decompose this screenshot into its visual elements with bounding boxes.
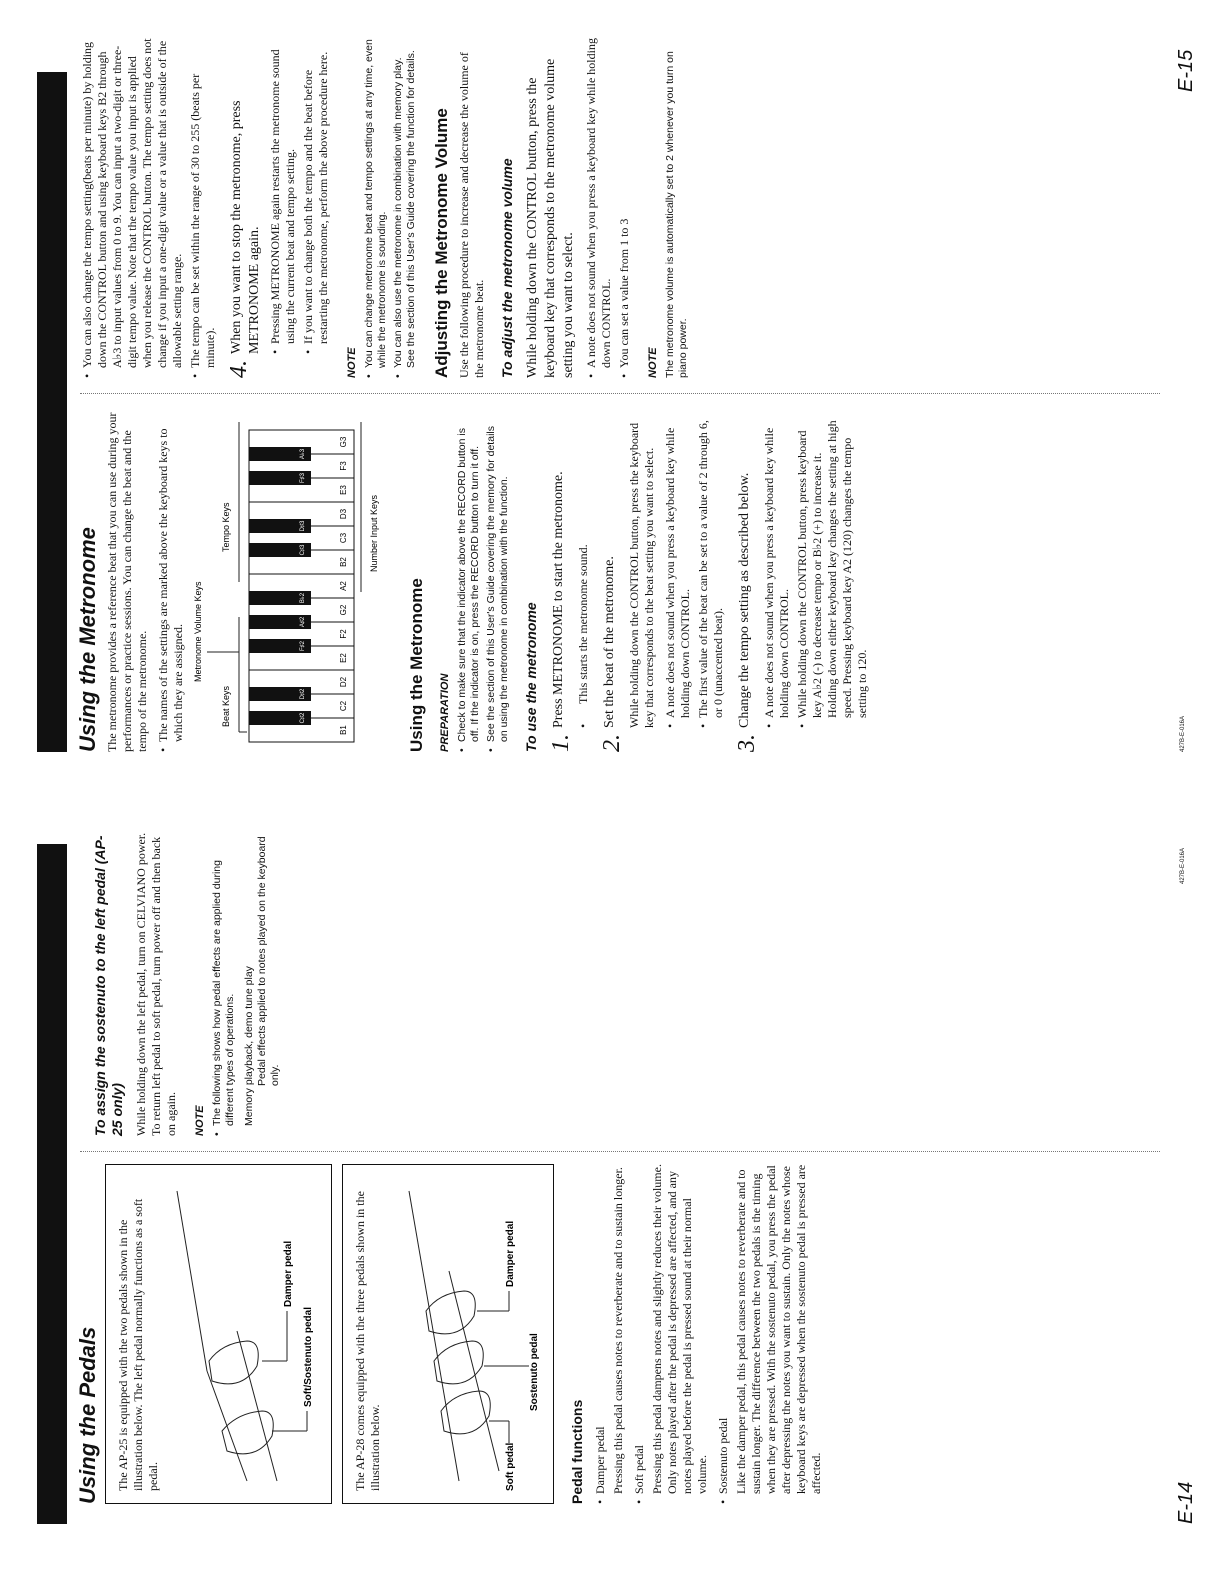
soft-sostenuto-label: Soft/Sostenuto pedal bbox=[303, 1307, 314, 1407]
beat-keys-label: Beat Keys bbox=[221, 685, 231, 727]
assign-text: While holding down the left pedal, turn on CELVIANO power. To return left pedal to soft pedal, turn power off and then back on again. bbox=[134, 832, 178, 1136]
step-3-bullet-1: • A note does not sound when you press a keyboard key while holding down CONTROL. bbox=[762, 412, 792, 728]
step-2-bullet-2: • The first value of the beat can be set to a value of 2 through 6, or 0 (unaccented beat). bbox=[696, 412, 726, 728]
black-key-label: F♯3 bbox=[300, 472, 306, 484]
damper-pedal-label-2: Damper pedal bbox=[505, 1220, 516, 1287]
step-4 bbox=[228, 38, 264, 378]
black-key-label: A♯2 bbox=[300, 616, 306, 628]
step-1-text: Press METRONOME to start the metronome. bbox=[551, 471, 566, 728]
step-2-number: 2. bbox=[599, 734, 625, 752]
soft-title: • Soft pedal bbox=[632, 1164, 647, 1504]
section-title: Using the Pedals bbox=[75, 1326, 100, 1504]
intro-text: The metronome provides a reference beat that you can use during your performances or practice sessions. You can change the beat and the tempo of the metronome. bbox=[105, 412, 149, 752]
note1-heading: NOTE bbox=[346, 347, 358, 378]
black-key-label: A♭3 bbox=[300, 448, 306, 460]
keyboard-keys bbox=[249, 430, 354, 742]
prep-heading: PREPARATION bbox=[439, 673, 451, 752]
prep-bullet-1: • Check to make sure that the indicator above the RECORD button is off. If the indicator is on, press the RECORD button to turn it off. bbox=[456, 412, 482, 752]
note2-text: The metronome volume is automatically set to 2 whenever you turn on piano power. bbox=[664, 51, 689, 378]
black-key-label: B♭2 bbox=[300, 592, 306, 604]
volume-keys-label: Metronome Volume Keys bbox=[193, 581, 203, 682]
step-3-number: 3. bbox=[734, 734, 760, 752]
number-keys-label: Number Input Keys bbox=[369, 494, 379, 572]
page-number: E-15 bbox=[1175, 49, 1197, 92]
black-key-label: F♯2 bbox=[300, 640, 306, 652]
step-2 bbox=[601, 412, 623, 752]
sostenuto-pedal-label: Sostenuto pedal bbox=[529, 1333, 539, 1411]
damper-title: • Damper pedal bbox=[593, 1164, 608, 1504]
adjust-subheading: To adjust the metronome volume bbox=[499, 158, 515, 378]
section-title: Using the Metronome bbox=[75, 527, 100, 752]
white-key-label: E2 bbox=[339, 653, 348, 663]
column-divider bbox=[80, 393, 1160, 394]
metronome-column-1 bbox=[75, 412, 873, 752]
black-key-label: C♯2 bbox=[300, 712, 306, 724]
ap25-text: The AP-25 is equipped with the two pedals shown in the illustration below. The left pedal normally functions as a soft pedal. bbox=[116, 1198, 160, 1491]
white-key-label: D2 bbox=[339, 676, 348, 688]
pedal-functions-heading: Pedal functions bbox=[569, 1399, 585, 1504]
page-number: E-14 bbox=[1175, 1481, 1197, 1524]
step-1 bbox=[550, 412, 572, 752]
step-1-number: 1. bbox=[548, 734, 574, 752]
page-e14 bbox=[0, 792, 1224, 1584]
doc-code: 427B-E-016A bbox=[1180, 847, 1186, 884]
step-2-text: Set the beat of the metronome. bbox=[602, 556, 617, 728]
black-key-label: C♯3 bbox=[300, 544, 306, 556]
damper-text: Pressing this pedal causes notes to reverberate and to sustain longer. bbox=[611, 1167, 625, 1494]
step-2-para: While holding down the CONTROL button, press the keyboard key that corresponds to the beat setting you want to select. bbox=[627, 422, 656, 728]
step-3-bullet-2: • While holding down the CONTROL button, press keyboard key A♭2 (-) to decrease tempo or B♭2 (+) to increase it. Holding down either keyboard key changes the setting at high speed. Pressing keyboard key A2 (120) changes the tempo setting to 120. bbox=[795, 412, 870, 728]
white-key-label: F2 bbox=[339, 629, 348, 639]
ap28-text: The AP-28 comes equipped with the three pedals shown in the illustration below. bbox=[353, 1191, 382, 1491]
step-2-bullet-1: • A note does not sound when you press a keyboard key while holding down CONTROL. bbox=[663, 412, 693, 728]
step-4-bullet-1: • Pressing METRONOME again restarts the metronome sound using the current beat and tempo setting. bbox=[268, 38, 298, 354]
adjust-bullet-2: • You can set a value from 1 to 3 bbox=[617, 38, 632, 378]
step-3-bullet-3: • You can also change the tempo setting(beats per minute) by holding down the CONTROL button and using keyboard keys B2 through A♭3 to input values from 0 to 9. You can input a two-digit or three-digit tempo value. Note that the tempo value you input is applied when you release the CONTROL button. The tempo setting does not change if you input a one-digit value or a value that is outside of the allowable setting range. bbox=[80, 38, 185, 378]
step-4-number: 4. bbox=[226, 360, 252, 378]
step-4-text: When you want to stop the metronome, press METRONOME again. bbox=[229, 100, 262, 354]
note-line2: Pedal effects applied to notes played on the keyboard only. bbox=[256, 836, 281, 1086]
doc-code: 427B-E-016A bbox=[1180, 715, 1186, 752]
white-key-label: B1 bbox=[339, 725, 348, 735]
note-heading: NOTE bbox=[194, 1105, 206, 1136]
left-page-right-column bbox=[80, 826, 282, 1136]
note-bullet: • The following shows how pedal effects are applied during different types of operations. bbox=[211, 826, 237, 1136]
white-key-label: C2 bbox=[339, 700, 348, 712]
header-bar bbox=[37, 72, 67, 752]
step-4-bullet-2: • If you want to change both the tempo and the beat before restarting the metronome, perform the above procedure here. bbox=[301, 38, 331, 354]
white-key-label: F3 bbox=[339, 461, 348, 471]
note-line1: Memory playback, demo tune play bbox=[243, 966, 255, 1126]
adjust-bullet-1: • A note does not sound when you press a keyboard key while holding down CONTROL. bbox=[584, 38, 614, 378]
metronome-column-2 bbox=[80, 38, 690, 378]
soft-text: Pressing this pedal dampens notes and slightly reduces their volume. Only notes played after the pedal is depressed are affected, and any notes played before the pedal is pressed sound at their normal volume. bbox=[650, 1164, 709, 1494]
using-heading: Using the Metronome bbox=[407, 578, 426, 752]
black-key-label: D♯2 bbox=[300, 688, 306, 700]
ap25-box bbox=[105, 1164, 332, 1504]
ap25-pedal-illustration bbox=[167, 1181, 317, 1491]
ap28-pedal-illustration bbox=[389, 1181, 539, 1491]
adjust-intro: Use the following procedure to increase and decrease the volume of the metronome beat. bbox=[457, 52, 486, 378]
black-key-label: D♯3 bbox=[300, 520, 306, 532]
step-3-text: Change the tempo setting as described below. bbox=[737, 472, 752, 728]
names-bullet: • The names of the settings are marked above the keyboard keys to which they are assigned. bbox=[156, 412, 186, 752]
use-heading: To use the metronome bbox=[523, 602, 539, 752]
assign-heading: To assign the sostenuto to the left pedal (AP-25 only) bbox=[92, 835, 125, 1136]
step-1-bullet: • This starts the metronome sound. bbox=[576, 412, 591, 728]
white-key-label: E3 bbox=[339, 485, 348, 495]
ap28-box bbox=[342, 1164, 554, 1504]
soft-pedal-label: Soft pedal bbox=[505, 1442, 516, 1491]
white-key-label: D3 bbox=[339, 508, 348, 520]
step-3-bullet-4: • The tempo can be set within the range of 30 to 255 (beats per minute). bbox=[188, 38, 218, 378]
prep-bullet-2: • See the section of this User's Guide covering the memory for details on using the metronome in combination with the function. bbox=[485, 412, 511, 752]
white-key-label: C3 bbox=[339, 532, 348, 544]
note1-bullet-1: • You can change metronome beat and tempo settings at any time, even while the metronome is sounding. bbox=[363, 38, 389, 378]
column-divider bbox=[80, 1151, 1160, 1152]
keyboard-diagram bbox=[189, 412, 389, 752]
adjust-heading: Adjusting the Metronome Volume bbox=[432, 108, 451, 378]
note2-heading: NOTE bbox=[647, 347, 659, 378]
header-bar bbox=[37, 844, 67, 1524]
damper-pedal-label: Damper pedal bbox=[283, 1240, 294, 1307]
note1-bullet-2: • You can also use the metronome in combination with memory play. See the section of this User's Guide covering the function for details. bbox=[392, 38, 418, 378]
step-3 bbox=[736, 412, 758, 752]
left-column bbox=[75, 1164, 830, 1504]
sost-title: • Sostenuto pedal bbox=[716, 1164, 731, 1504]
tempo-keys-label: Tempo Keys bbox=[221, 502, 231, 552]
sost-text: Like the damper pedal, this pedal causes notes to reverberate and to sustain longer. The difference between the two pedals is the timing when they are pressed. With the sostenuto pedal, you press the pedal after depressing the notes you want to sustain. Only the notes whose keyboard keys are depressed when the sostenuto pedal is pressed are affected. bbox=[734, 1164, 823, 1494]
white-key-label: A2 bbox=[339, 581, 348, 591]
white-key-label: G2 bbox=[339, 604, 348, 616]
white-key-label: B2 bbox=[339, 557, 348, 567]
adjust-text: While holding down the CONTROL button, press the keyboard key that corresponds to the metronome volume setting you want to select. bbox=[525, 58, 576, 378]
white-key-label: G3 bbox=[339, 436, 348, 448]
